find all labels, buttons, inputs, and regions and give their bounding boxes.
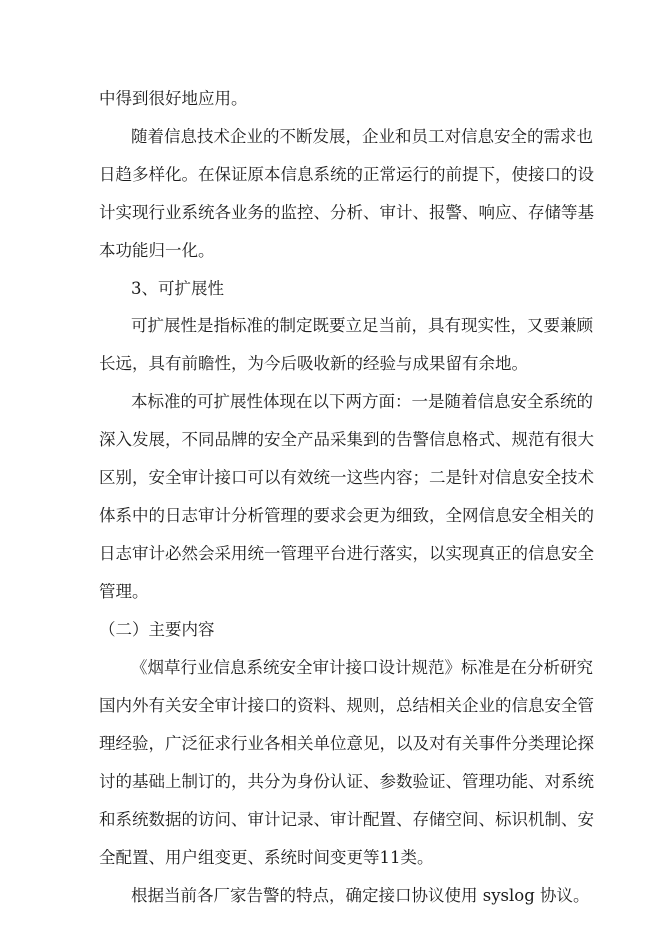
text-line-13 [0, 534, 662, 574]
section-heading-3 [0, 269, 662, 309]
line-text: 长远，具有前瞻性，为今后吸收新的经验与成果留有余地。 [99, 354, 528, 373]
line-text: 和系统数据的访问、审计记录、审计配置、存储空间、标识机制、安 [99, 810, 594, 829]
line-text: 可扩展性是指标准的制定既要立足当前，具有现实性，又要兼顾 [131, 316, 593, 335]
text-line-5 [0, 231, 662, 271]
text-line-8 [0, 344, 662, 384]
text-line-1 [0, 79, 662, 119]
line-text: 日志审计必然会采用统一管理平台进行落实，以实现真正的信息安全 [99, 544, 594, 563]
text-line-17 [0, 686, 662, 726]
text-line-12 [0, 496, 662, 536]
line-text: 深入发展，不同品牌的安全产品采集到的告警信息格式、规范有很大 [99, 430, 594, 449]
line-text: 《烟草行业信息系统安全审计接口设计规范》标准是在分析研究 [131, 658, 593, 677]
text-line-4 [0, 193, 662, 233]
text-line-18 [0, 724, 662, 764]
text-line-19 [0, 762, 662, 802]
line-text: 国内外有关安全审计接口的资料、规则，总结相关企业的信息安全管 [99, 696, 594, 715]
line-text: 管理。 [99, 582, 149, 601]
line-text: 中得到很好地应用。 [99, 89, 248, 108]
line-text: 根据当前各厂家告警的特点，确定接口协议使用 syslog 协议。 [131, 886, 590, 905]
line-text: 理经验，广泛征求行业各相关单位意见，以及对有关事件分类理论探 [99, 734, 594, 753]
line-text: 区别，安全审计接口可以有效统一这些内容；二是针对信息安全技术 [99, 468, 594, 487]
text-line-10 [0, 420, 662, 460]
text-line-9 [0, 382, 662, 422]
line-text: 全配置、用户组变更、系统时间变更等11类。 [99, 848, 434, 867]
line-text: 本功能归一化。 [99, 241, 215, 260]
line-text: 计实现行业系统各业务的监控、分析、审计、报警、响应、存储等基 [99, 203, 594, 222]
line-text: 体系中的日志审计分析管理的要求会更为细致，全网信息安全相关的 [99, 506, 594, 525]
section-heading-main-content [0, 610, 662, 650]
text-line-14 [0, 572, 662, 612]
text-line-16 [0, 648, 662, 688]
line-text: 日趋多样化。在保证原本信息系统的正常运行的前提下，使接口的设 [99, 165, 594, 184]
line-text: 本标准的可扩展性体现在以下两方面：一是随着信息安全系统的 [131, 392, 593, 411]
text-line-2 [0, 117, 662, 157]
line-text: 3、可扩展性 [131, 279, 224, 298]
text-line-11 [0, 458, 662, 498]
line-text: 讨的基础上制订的，共分为身份认证、参数验证、管理功能、对系统 [99, 772, 594, 791]
text-line-3 [0, 155, 662, 195]
text-line-21 [0, 838, 662, 878]
line-text: 随着信息技术企业的不断发展，企业和员工对信息安全的需求也 [131, 127, 593, 146]
line-text: （二）主要内容 [99, 620, 215, 639]
text-line-7 [0, 306, 662, 346]
text-line-20 [0, 800, 662, 840]
text-line-22 [0, 876, 662, 916]
